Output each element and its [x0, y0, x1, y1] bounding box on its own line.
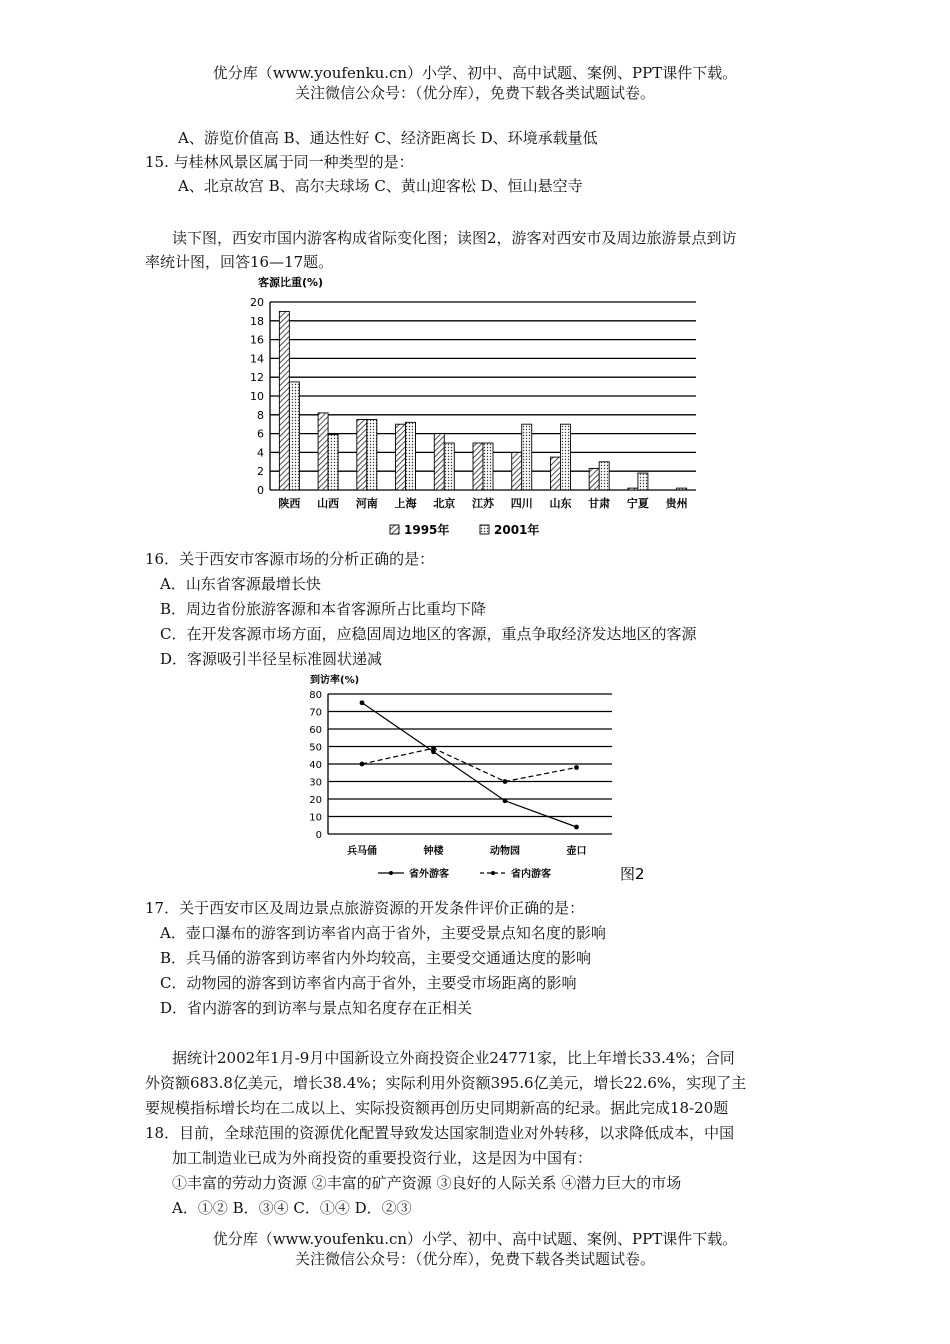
bar-1995	[396, 424, 406, 490]
bar-chart-ytick: 2	[257, 465, 264, 479]
legend-label: 1995年	[404, 523, 450, 537]
q16-option-b: B．周边省份旅游客源和本省客源所占比重均下降	[160, 600, 487, 618]
q15-stem: 15. 与桂林风景区属于同一种类型的是：	[145, 153, 414, 171]
bar-2001	[406, 422, 416, 490]
bar-2001	[638, 473, 648, 490]
line-legend-marker-1	[491, 871, 495, 875]
intro-line-1: 读下图，西安市国内游客构成省际变化图；读图2，游客对西安市及周边旅游景点到访	[172, 229, 737, 247]
bar-chart-category-label: 贵州	[665, 497, 688, 510]
bar-chart-ytick: 8	[257, 408, 264, 422]
q18-items: ①丰富的劳动力资源 ②丰富的矿产资源 ③良好的人际关系 ④潜力巨大的市场	[172, 1174, 682, 1192]
line-chart-ytick: 10	[309, 812, 322, 824]
bar-chart-ytick: 4	[257, 446, 264, 460]
bar-1995	[473, 443, 483, 490]
bar-chart-category-label: 江苏	[472, 497, 494, 510]
legend-label: 2001年	[494, 523, 540, 537]
q16-option-a: A．山东省客源最增长快	[160, 575, 321, 593]
point-out-of-province	[574, 825, 579, 830]
footer-line-2: 关注微信公众号：（优分库），免费下载各类试题试卷。	[294, 1250, 655, 1268]
line-chart-ytick: 60	[309, 725, 322, 736]
bar-chart-ytick: 14	[250, 352, 264, 366]
line-chart-category-label: 动物园	[490, 846, 520, 857]
bar-chart-ytick: 0	[257, 484, 264, 497]
line-chart-ytick: 40	[309, 760, 322, 771]
bar-2001	[677, 488, 687, 490]
line-chart-ytick: 0	[315, 830, 322, 841]
point-out-of-province	[360, 700, 365, 705]
bar-chart-category-label: 宁夏	[626, 497, 649, 510]
q17-option-a: A．壶口瀑布的游客到访率省内高于省外，主要受景点知名度的影响	[160, 924, 606, 942]
bar-chart-category-label: 四川	[510, 497, 533, 510]
line-legend-label: 省内游客	[511, 869, 551, 880]
line-chart-ytick: 80	[309, 690, 322, 701]
q18-options: A．①② B．③④ C．①④ D．②③	[172, 1199, 412, 1217]
bar-chart-ytick: 18	[250, 314, 264, 328]
q14-options: A、游览价值高 B、通达性好 C、经济距离长 D、环境承载量低	[178, 129, 598, 147]
q18-stem-1: 18．目前，全球范围的资源优化配置导致发达国家制造业对外转移，以求降低成本，中国	[145, 1124, 735, 1142]
intro-line-2: 率统计图，回答16—17题。	[145, 253, 334, 271]
q18-stem-2: 加工制造业已成为外商投资的重要投资行业，这是因为中国有：	[172, 1149, 593, 1167]
bar-chart-ytick: 10	[250, 390, 264, 403]
bar-1995	[434, 434, 444, 490]
point-in-province	[360, 762, 365, 767]
q17-stem: 17．关于西安市区及周边景点旅游资源的开发条件评价正确的是：	[145, 899, 585, 917]
bar-chart-visitor-origin	[240, 272, 710, 544]
bar-1995	[279, 311, 289, 490]
q17-option-c: C．动物园的游客到访率省内高于省外，主要受市场距离的影响	[160, 974, 577, 992]
bar-2001	[599, 462, 609, 490]
bar-2001	[560, 424, 570, 490]
header-line-2: 关注微信公众号：（优分库），免费下载各类试题试卷。	[294, 84, 655, 102]
bar-chart-ytick: 6	[257, 427, 264, 441]
bar-2001	[522, 424, 532, 490]
bar-1995	[357, 420, 367, 491]
bar-1995	[628, 488, 638, 490]
point-in-province	[503, 779, 508, 784]
line-chart-ylabel: 到访率(%)	[310, 675, 360, 686]
q15-options: A、北京故宫 B、高尔夫球场 C、黄山迎客松 D、恒山悬空寺	[178, 177, 583, 195]
stats-line-3: 要规模指标增长均在二成以上、实际投资额再创历史同期新高的纪录。据此完成18-20题	[145, 1099, 729, 1117]
figure-label: 图2	[620, 865, 645, 883]
bar-2001	[289, 382, 299, 490]
line-legend-marker-0	[389, 871, 393, 875]
q17-option-b: B．兵马俑的游客到访率省内外均较高，主要受交通通达度的影响	[160, 949, 592, 967]
line-chart-ytick: 70	[309, 707, 322, 719]
line-chart-category-label: 钟楼	[423, 846, 444, 857]
line-chart-ytick: 50	[309, 742, 322, 754]
point-in-province	[431, 746, 436, 751]
bar-chart-ylabel: 客源比重(%)	[258, 276, 324, 289]
bar-chart-category-label: 甘肃	[588, 497, 611, 510]
stats-line-2: 外资额683.8亿美元，增长38.4%；实际利用外资额395.6亿美元，增长22.6%，实现了主	[145, 1074, 747, 1092]
line-chart-category-label: 兵马俑	[347, 846, 377, 857]
bar-chart-ytick: 12	[250, 371, 264, 385]
q16-stem: 16．关于西安市客源市场的分析正确的是：	[145, 550, 435, 568]
bar-chart-ytick: 16	[250, 333, 264, 347]
line-chart-ytick: 30	[309, 777, 322, 789]
bar-1995	[589, 468, 599, 490]
bar-1995	[550, 457, 560, 490]
stats-line-1: 据统计2002年1月-9月中国新设立外商投资企业24771家，比上年增长33.4%；合同	[172, 1049, 735, 1067]
line-chart-ytick: 20	[309, 795, 322, 806]
legend-swatch-0	[390, 525, 399, 534]
bar-2001	[444, 443, 454, 490]
bar-1995	[318, 413, 328, 490]
legend-swatch-1	[480, 525, 489, 534]
bar-chart-category-label: 上海	[394, 497, 417, 510]
bar-chart-category-label: 陕西	[278, 497, 301, 510]
bar-chart-category-label: 河南	[355, 497, 378, 510]
line-chart-visit-rate	[300, 672, 660, 894]
q16-option-d: D．客源吸引半径呈标准圆状递减	[160, 650, 383, 668]
bar-chart-category-label: 山东	[549, 497, 572, 510]
bar-2001	[367, 420, 377, 491]
q17-option-d: D．省内游客的到访率与景点知名度存在正相关	[160, 999, 473, 1017]
bar-2001	[328, 435, 338, 490]
line-chart-category-label: 壶口	[566, 846, 587, 857]
q16-option-c: C．在开发客源市场方面，应稳固周边地区的客源，重点争取经济发达地区的客源	[160, 625, 697, 643]
bar-chart-category-label: 北京	[433, 497, 456, 510]
point-in-province	[574, 765, 579, 770]
footer-line-1: 优分库（www.youfenku.cn）小学、初中、高中试题、案例、PPT课件下载。	[212, 1230, 738, 1248]
bar-2001	[483, 443, 493, 490]
bar-1995	[512, 452, 522, 490]
line-legend-label: 省外游客	[409, 869, 449, 880]
bar-chart-category-label: 山西	[317, 497, 340, 510]
point-out-of-province	[503, 798, 508, 803]
bar-chart-ytick: 20	[250, 296, 264, 309]
header-line-1: 优分库（www.youfenku.cn）小学、初中、高中试题、案例、PPT课件下载。	[212, 64, 738, 82]
